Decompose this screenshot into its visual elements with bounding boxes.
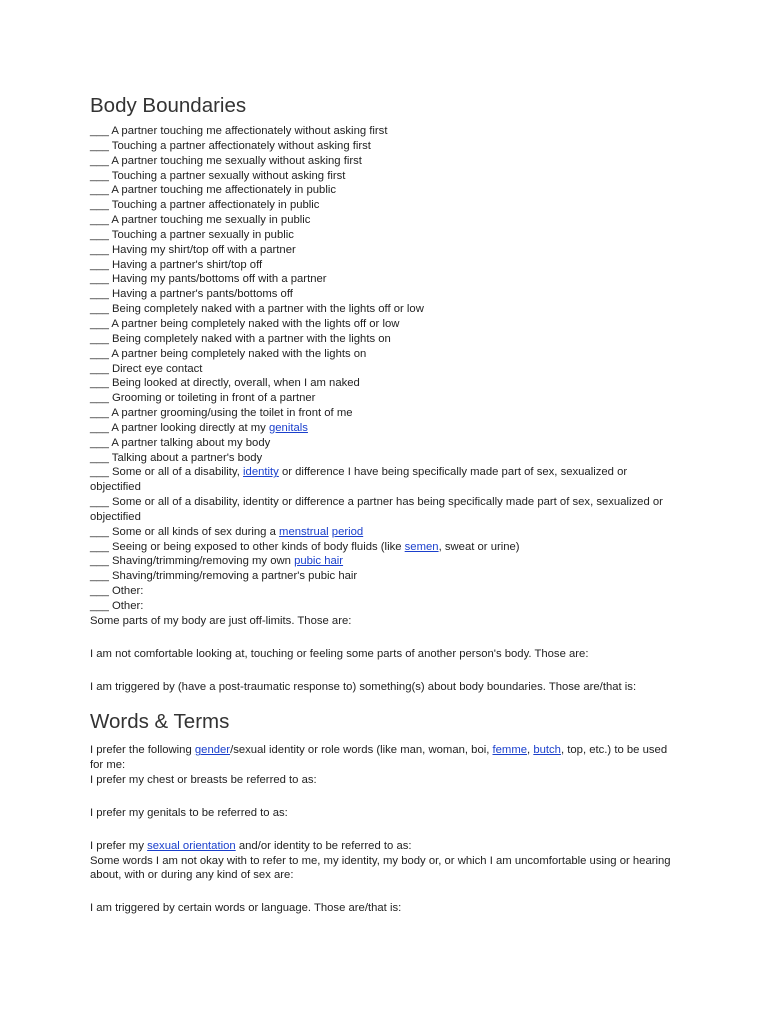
blank-line: ___ [90, 228, 109, 241]
blank-line: ___ [90, 332, 109, 345]
genitals-prompt: I prefer my genitals to be referred to as: [90, 806, 288, 819]
femme-link[interactable]: femme [492, 744, 528, 757]
period-link[interactable]: period [331, 525, 364, 538]
item-text: Some or all of a disability, identity or difference a partner has being specifically made part of sex, sexualized or objectified [90, 496, 663, 523]
checklist-item [90, 124, 678, 139]
checklist-item [90, 465, 678, 495]
preferred-words-prompt: I prefer the following gender/sexual identity or role words (like man, woman, boi, femme, butch, top, etc.) to be used for me: [90, 744, 668, 772]
checklist-item [90, 569, 678, 584]
blank-line: ___ [90, 540, 109, 553]
checklist-item [90, 154, 678, 169]
item-text: Some or all of a disability, [112, 466, 244, 479]
checklist-item [90, 540, 678, 555]
blank-line: ___ [90, 451, 109, 464]
orientation-prompt: I prefer my sexual orientation and/or identity to be referred to as: [90, 839, 412, 852]
semen-link[interactable]: semen [404, 540, 439, 553]
blank-line: ___ [90, 362, 109, 375]
blank-line: ___ [90, 243, 109, 256]
item-text: A partner touching me sexually in public [111, 214, 311, 227]
item-text: Touching a partner sexually without asking first [111, 169, 346, 182]
checklist-item [90, 272, 678, 287]
checklist-item [90, 258, 678, 273]
item-text: Direct eye contact [112, 362, 203, 375]
menstrual-link[interactable]: menstrual [279, 525, 329, 538]
item-text: Being completely naked with a partner with the lights off or low [112, 303, 424, 316]
blank-line: ___ [90, 407, 109, 420]
item-text: Other: [112, 585, 144, 598]
section-title-words-terms: Words & Terms [90, 710, 230, 734]
blank-line: ___ [90, 392, 109, 405]
item-text: A partner looking directly at my [111, 421, 269, 434]
blank-line: ___ [90, 570, 109, 583]
offlimits-prompt: Some parts of my body are just off-limits. Those are: [90, 614, 352, 627]
item-text: Touching a partner affectionately in public [111, 199, 320, 212]
item-text: Being looked at directly, overall, when I am naked [112, 377, 360, 390]
item-text: Having my shirt/top off with a partner [112, 243, 296, 256]
blank-line: ___ [90, 258, 109, 271]
checklist-item [90, 198, 678, 213]
gender-link[interactable]: gender [194, 744, 231, 757]
item-text: A partner touching me affectionately without asking first [111, 125, 388, 137]
item-text: A partner talking about my body [111, 436, 271, 449]
chest-prompt: I prefer my chest or breasts be referred to as: [90, 774, 317, 787]
checklist-item [90, 362, 678, 377]
checklist-item [90, 451, 678, 466]
item-text: , sweat or urine) [438, 540, 520, 553]
item-text: A partner being completely naked with the lights off or low [111, 317, 400, 330]
blank-line: ___ [90, 214, 109, 227]
blank-line: ___ [90, 436, 109, 449]
checklist-item [90, 436, 678, 451]
blank-line: ___ [90, 169, 109, 182]
blank-line: ___ [90, 139, 109, 152]
blank-line: ___ [90, 496, 109, 509]
item-text: Being completely naked with a partner with the lights on [112, 332, 391, 345]
item-text: Talking about a partner's body [111, 451, 263, 464]
blank-line: ___ [90, 125, 109, 137]
item-text: Having a partner's shirt/top off [112, 258, 263, 271]
blank-line: ___ [90, 421, 109, 434]
checklist-item [90, 495, 678, 525]
item-text: A partner being completely naked with the lights on [111, 347, 367, 360]
item-text: Shaving/trimming/removing a partner's pubic hair [112, 570, 358, 583]
checklist-item [90, 406, 678, 421]
item-text: Grooming or toileting in front of a partner [112, 392, 316, 405]
item-text: Having a partner's pants/bottoms off [112, 288, 293, 301]
checklist-item [90, 554, 678, 569]
checklist-item [90, 317, 678, 332]
section-title-body-boundaries: Body Boundaries [90, 94, 247, 117]
genitals-link[interactable]: genitals [268, 421, 308, 434]
blank-line: ___ [90, 154, 109, 167]
checklist-item [90, 243, 678, 258]
checklist-item [90, 169, 678, 184]
blank-line: ___ [90, 199, 109, 212]
checklist-item [90, 228, 678, 243]
checklist-item [90, 139, 678, 154]
checklist-item [90, 599, 678, 614]
not-comfortable-prompt: I am not comfortable looking at, touching or feeling some parts of another person's body. Those are: [90, 647, 589, 660]
blank-line: ___ [90, 585, 109, 598]
triggered-words-prompt: I am triggered by certain words or language. Those are/that is: [90, 902, 402, 915]
item-text: Shaving/trimming/removing my own [112, 555, 295, 568]
blank-line: ___ [90, 273, 109, 286]
item-text: Other: [112, 600, 144, 612]
blank-line: ___ [90, 600, 109, 612]
checklist-item [90, 183, 678, 198]
checklist-item [90, 391, 678, 406]
checklist-item [90, 302, 678, 317]
not-okay-words-prompt: Some words I am not okay with to refer to me, my identity, my body or, or which I am uncomfortable using or hearing about, with or during any kind of sex are: [90, 854, 671, 882]
blank-line: ___ [90, 184, 109, 197]
item-text: Touching a partner sexually in public [111, 228, 294, 241]
boundary-checklist [90, 124, 678, 614]
blank-line: ___ [90, 466, 109, 479]
blank-line: ___ [90, 377, 109, 390]
blank-line: ___ [90, 317, 109, 330]
butch-link[interactable]: butch [533, 744, 561, 757]
checklist-item [90, 347, 678, 362]
identity-link[interactable]: identity [243, 466, 279, 479]
item-text: Touching a partner affectionately without asking first [111, 139, 371, 152]
item-text: Seeing or being exposed to other kinds of body fluids (like [112, 540, 405, 553]
blank-line: ___ [90, 347, 109, 360]
item-text: A partner touching me sexually without asking first [111, 154, 362, 167]
blank-line: ___ [90, 303, 109, 316]
blank-line: ___ [90, 525, 109, 538]
checklist-item [90, 421, 678, 436]
item-text: Some or all kinds of sex during a [112, 525, 280, 538]
sexual-orientation-link[interactable]: sexual orientation [147, 839, 236, 852]
blank-line: ___ [90, 555, 109, 568]
checklist-item [90, 213, 678, 228]
pubic-hair-link[interactable]: pubic hair [294, 555, 344, 568]
checklist-item [90, 584, 678, 599]
checklist-item [90, 376, 678, 391]
checklist-item [90, 287, 678, 302]
blank-line: ___ [90, 288, 109, 301]
checklist-item [90, 525, 678, 540]
triggered-body-prompt: I am triggered by (have a post-traumatic response to) something(s) about body boundaries. Those are/that is: [90, 680, 637, 693]
item-text: A partner grooming/using the toilet in front of me [111, 407, 353, 420]
item-text: or difference I have being specifically made part of sex, sexualized or objectified [90, 466, 628, 494]
checklist-item [90, 332, 678, 347]
item-text: Having my pants/bottoms off with a partner [112, 273, 327, 286]
item-text: A partner touching me affectionately in public [111, 184, 336, 197]
